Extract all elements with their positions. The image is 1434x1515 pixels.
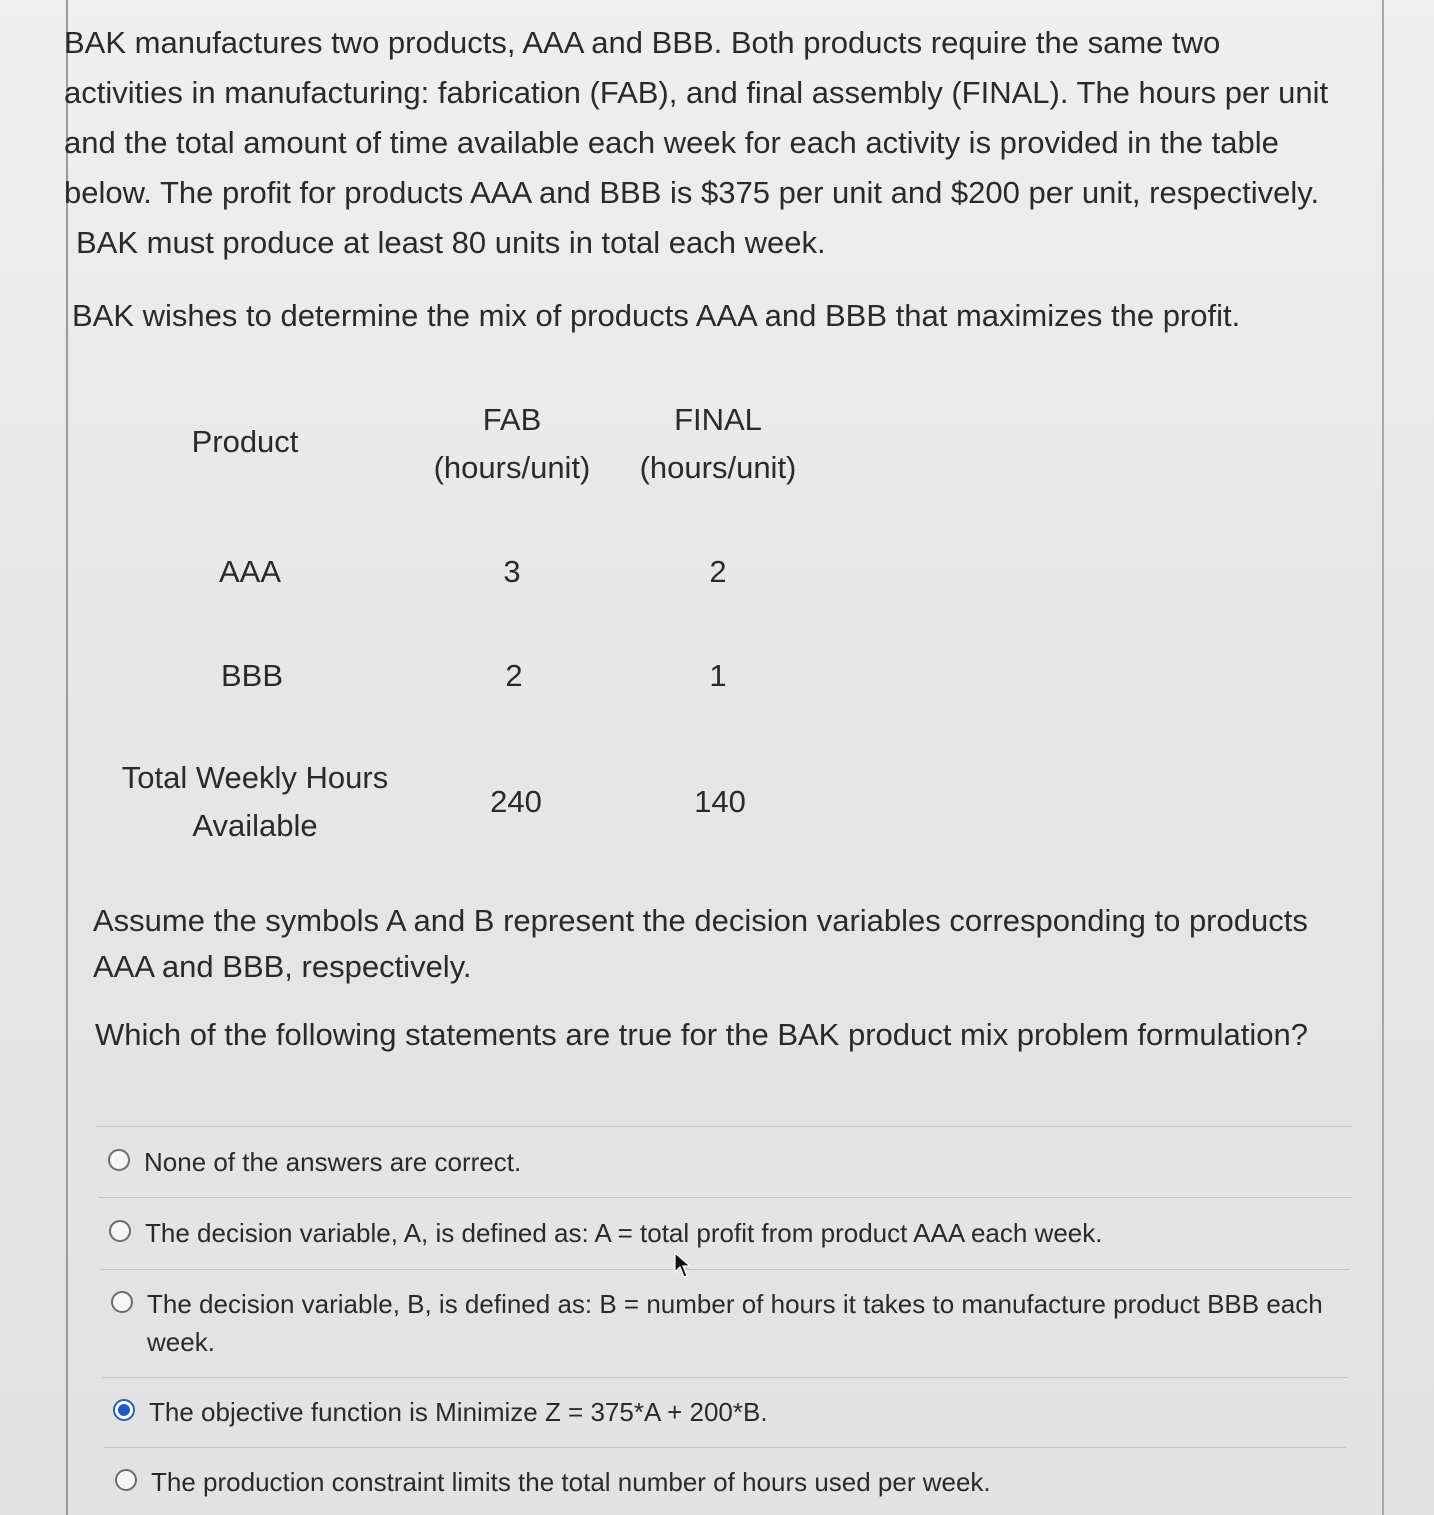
divider — [96, 1126, 1352, 1127]
option-label: The decision variable, B, is defined as: B = number of hours it takes to manufacture product BBB each week. — [147, 1289, 1323, 1357]
paragraph-line: and the total amount of time available each week for each activity is provided in the table — [64, 125, 1279, 160]
table-header-final-title: FINAL — [674, 402, 762, 437]
divider — [100, 1269, 1350, 1270]
table-header-fab-unit: (hours/unit) — [433, 450, 591, 485]
radio-button[interactable] — [109, 1220, 131, 1242]
table-row-bbb-product: BBB — [220, 658, 284, 693]
option-label: None of the answers are correct. — [144, 1147, 522, 1177]
divider — [104, 1447, 1346, 1448]
mouse-pointer-icon — [674, 1252, 694, 1280]
assumption-text: Assume the symbols A and B represent the decision variables corresponding to products AAA and BBB, respectively. — [93, 903, 1308, 984]
table-total-fab: 240 — [490, 784, 542, 819]
table-header-final — [626, 396, 810, 492]
table-total-label-line2: Available — [192, 808, 318, 843]
table-total-label — [110, 754, 400, 850]
divider — [102, 1377, 1348, 1378]
table-header-product: Product — [191, 424, 299, 459]
table-total-label-line1: Total Weekly Hours — [121, 760, 389, 795]
answer-option-variable-b[interactable] — [111, 1285, 1351, 1361]
divider — [98, 1197, 1352, 1198]
table-header-final-unit: (hours/unit) — [639, 450, 797, 485]
option-label: The objective function is Minimize Z = 375*A + 200*B. — [149, 1397, 768, 1427]
answer-option-objective[interactable] — [113, 1393, 1353, 1431]
table-row-aaa-final: 2 — [709, 554, 727, 589]
table-row-bbb-final: 1 — [709, 658, 727, 693]
radio-button-selected[interactable] — [113, 1399, 135, 1421]
radio-button[interactable] — [108, 1149, 130, 1171]
table-header-fab — [420, 396, 604, 492]
answer-option-variable-a[interactable] — [109, 1214, 1349, 1252]
option-label: The production constraint limits the total number of hours used per week. — [151, 1467, 991, 1497]
problem-paragraph — [64, 18, 1384, 268]
paragraph-line: activities in manufacturing: fabrication (FAB), and final assembly (FINAL). The hours per unit — [64, 75, 1329, 110]
table-header-fab-title: FAB — [482, 402, 542, 437]
table-row-aaa-product: AAA — [218, 554, 282, 589]
paragraph-line: BAK manufactures two products, AAA and BBB. Both products require the same two — [64, 25, 1221, 60]
answer-option-constraint[interactable] — [115, 1463, 1355, 1501]
goal-text: BAK wishes to determine the mix of products AAA and BBB that maximizes the profit. — [72, 298, 1241, 333]
option-label: The decision variable, A, is defined as: A = total profit from product AAA each week. — [145, 1218, 1103, 1248]
radio-button[interactable] — [115, 1469, 137, 1491]
question-prompt: Which of the following statements are true for the BAK product mix problem formulation? — [95, 1017, 1309, 1052]
table-row-aaa-fab: 3 — [503, 554, 521, 589]
paragraph-line: below. The profit for products AAA and BBB is $375 per unit and $200 per unit, respectively. — [64, 175, 1320, 210]
radio-button[interactable] — [111, 1291, 133, 1313]
table-total-final: 140 — [694, 784, 746, 819]
paragraph-line: BAK must produce at least 80 units in total each week. — [76, 225, 826, 260]
table-row-bbb-fab: 2 — [505, 658, 523, 693]
answer-option-none[interactable] — [108, 1143, 1348, 1181]
